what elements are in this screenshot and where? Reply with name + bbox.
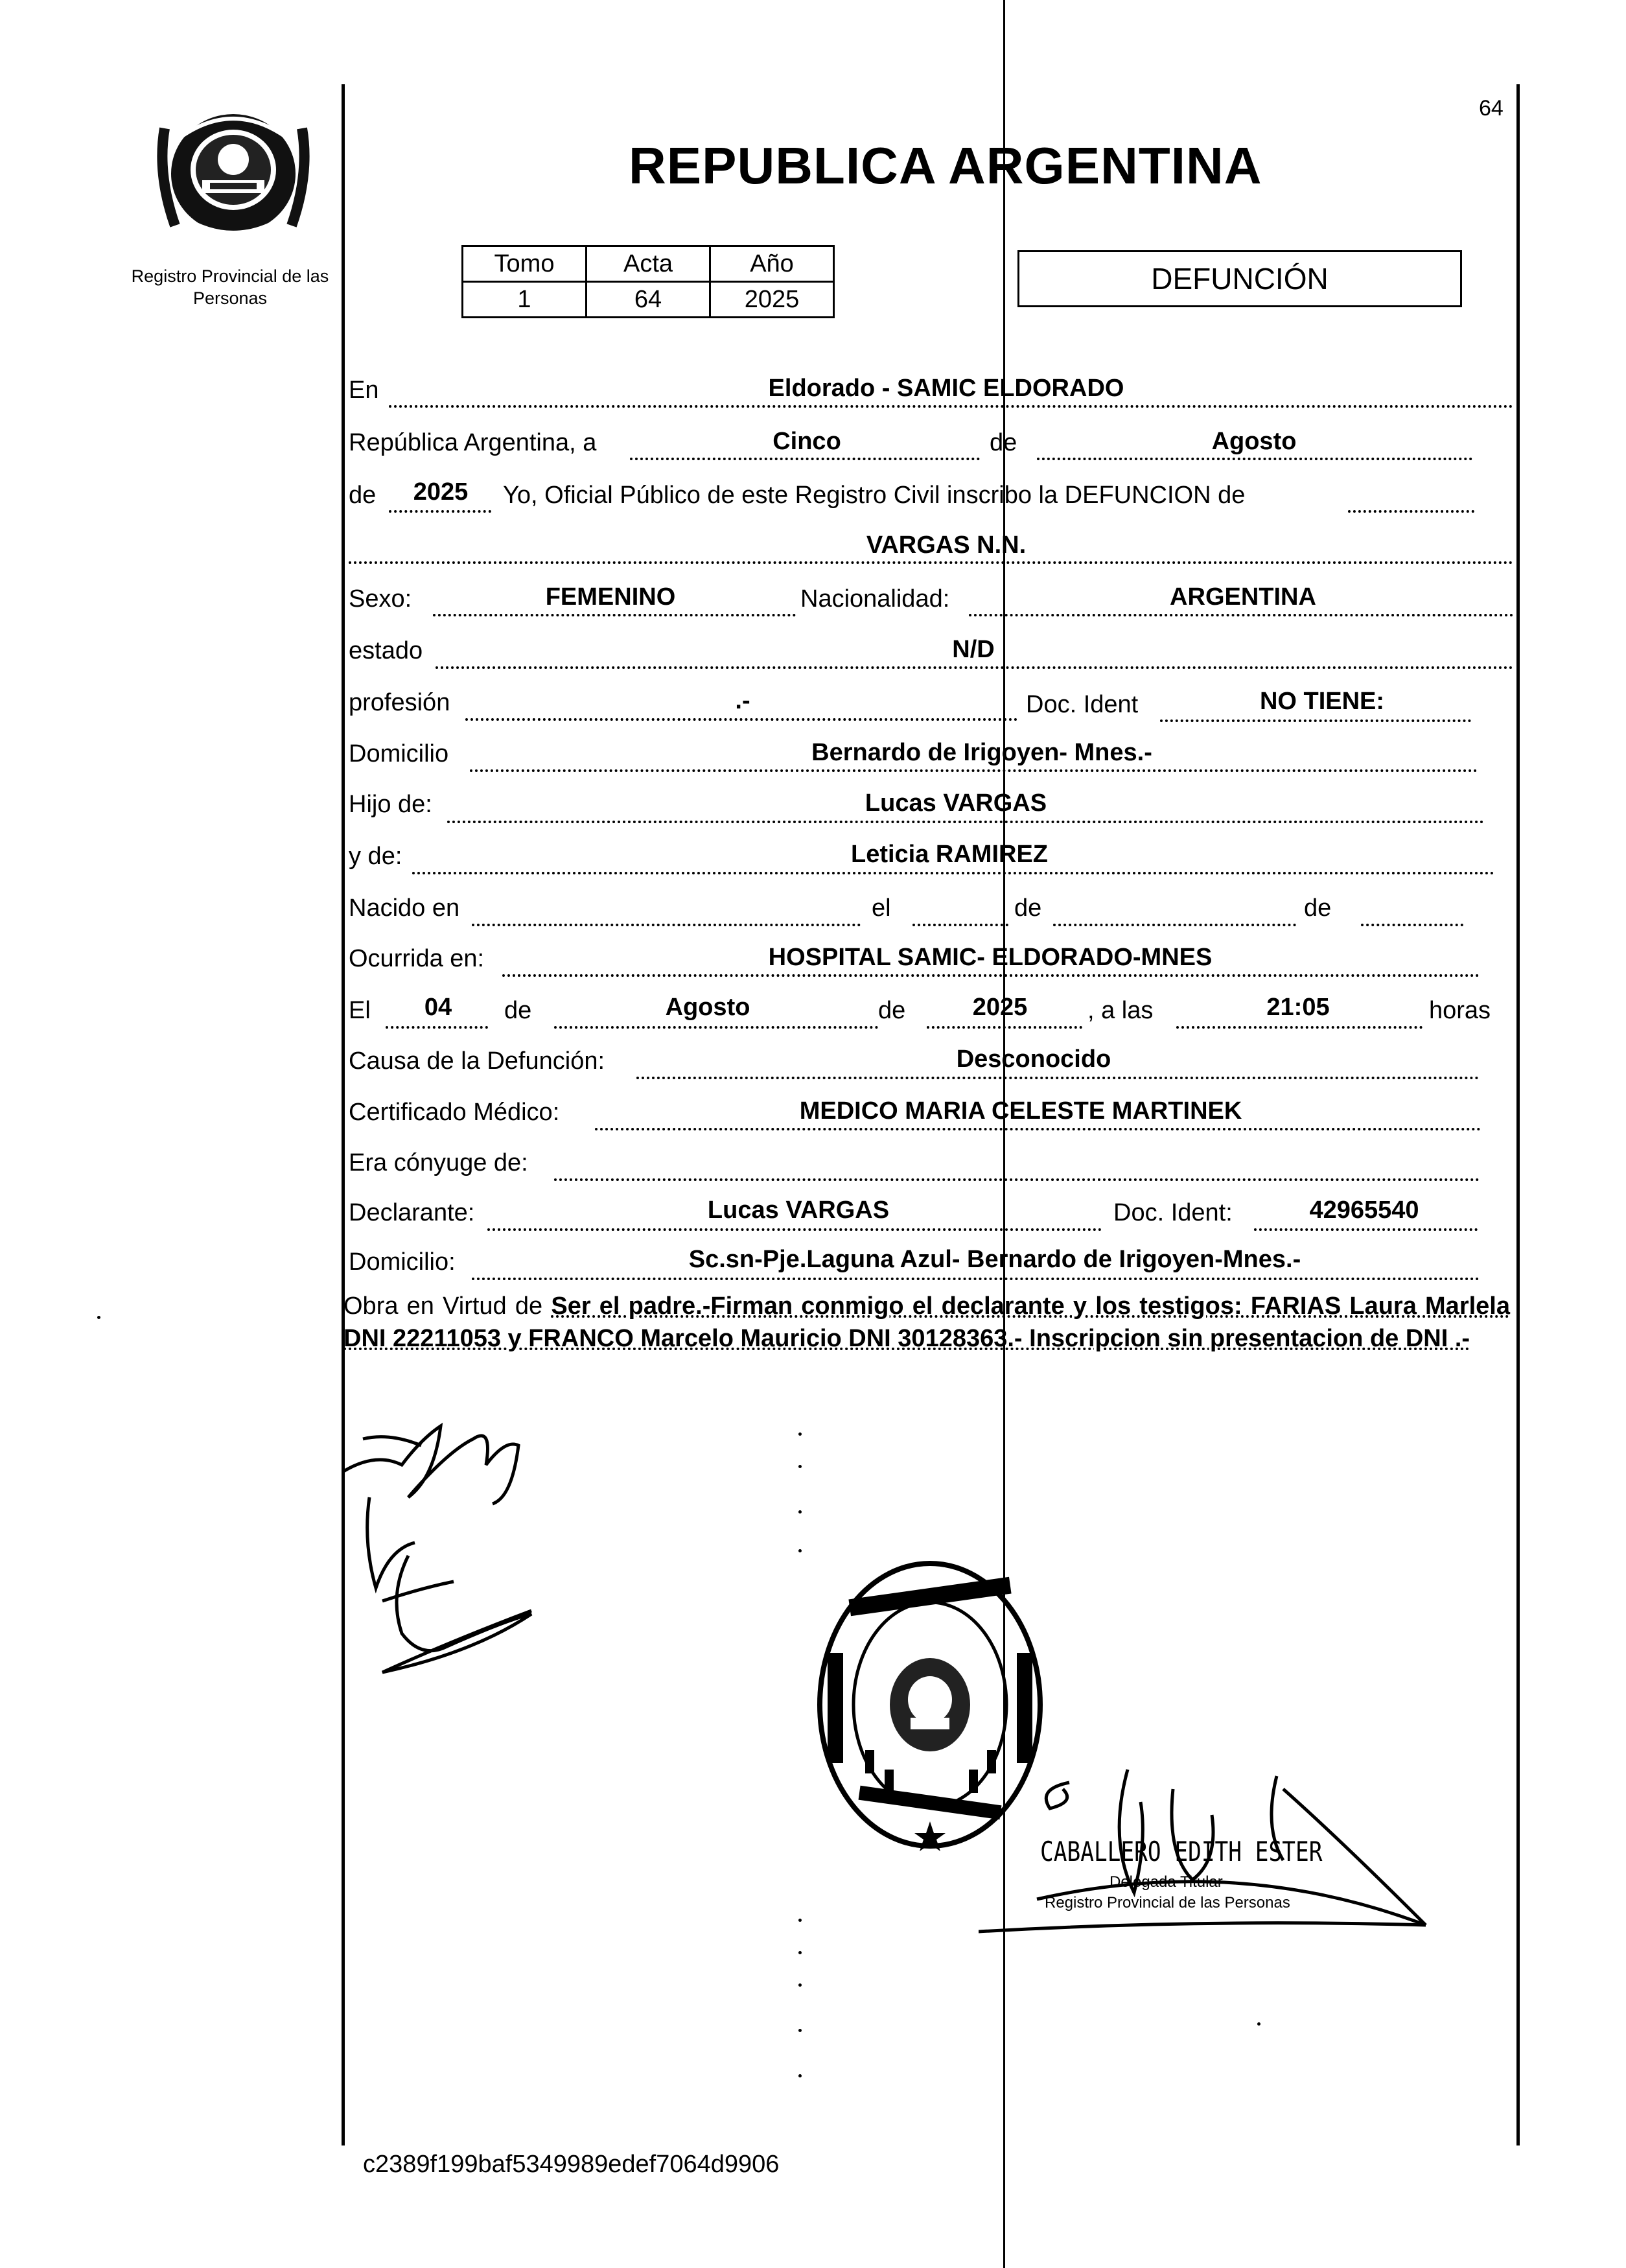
en-value: Eldorado - SAMIC ELDORADO	[768, 375, 1124, 402]
nacionalidad-value: ARGENTINA	[1170, 583, 1316, 611]
horas-label: horas	[1429, 997, 1491, 1024]
alas-label: , a las	[1087, 997, 1154, 1024]
domicilio-value: Bernardo de Irigoyen- Mnes.-	[811, 739, 1152, 766]
sexo-line	[433, 614, 796, 616]
obra-label: Obra en Virtud de	[343, 1292, 543, 1320]
causa-line	[636, 1077, 1479, 1079]
reference-table	[461, 245, 835, 318]
left-margin-rule	[342, 84, 345, 2145]
el-label: el	[872, 894, 891, 922]
hora-line	[1176, 1026, 1423, 1029]
fecha-dia-line	[386, 1026, 488, 1029]
record-type-box: DEFUNCIÓN	[1017, 250, 1462, 307]
de-label-2: de	[349, 482, 377, 509]
estado-label: estado	[349, 637, 423, 664]
scan-dot	[798, 1983, 802, 1987]
nacionalidad-label: Nacionalidad:	[800, 585, 950, 613]
yo-text: Yo, Oficial Público de este Registro Civil inscribo la DEFUNCION de	[503, 482, 1246, 509]
fecha-anio-line	[927, 1026, 1082, 1029]
ref-header-tomo: Tomo	[463, 246, 587, 282]
scan-dot	[798, 1510, 802, 1514]
yde-label: y de:	[349, 843, 402, 870]
document-hash: c2389f199baf5349989edef7064d9906	[363, 2151, 780, 2178]
de-label-4: de	[1304, 894, 1332, 922]
ref-header-anio: Año	[710, 246, 834, 282]
sexo-value: FEMENINO	[545, 583, 676, 611]
obra-value: Ser el padre.-Firman conmigo el declarante y los testigos: FARIAS Laura Marlela DNI 22211053 y FRANCO Marcelo Mauricio DNI 30128363.- Inscripcion sin presentacion de DNI .-	[343, 1292, 1510, 1352]
fecha-mes-value: Agosto	[665, 994, 750, 1021]
decl-domicilio-label: Domicilio:	[349, 1248, 456, 1276]
scan-dot	[97, 1316, 100, 1319]
causa-value: Desconocido	[956, 1046, 1111, 1073]
estado-line	[436, 666, 1513, 669]
registry-caption: Registro Provincial de las Personas	[131, 266, 329, 308]
fecha-anio-value: 2025	[972, 994, 1028, 1021]
de3-line	[1053, 924, 1296, 926]
sexo-label: Sexo:	[349, 585, 412, 613]
domicilio-label: Domicilio	[349, 740, 449, 767]
scan-dot	[798, 2029, 802, 2032]
decl-doc-label: Doc. Ident:	[1113, 1199, 1233, 1226]
ref-value-acta: 64	[587, 282, 710, 318]
de-label: de	[990, 429, 1017, 456]
hijo-value: Lucas VARGAS	[865, 789, 1047, 817]
de-label-6: de	[878, 997, 906, 1024]
scan-dot	[798, 1432, 802, 1436]
domicilio-line	[470, 769, 1478, 772]
nacionalidad-line	[969, 614, 1513, 616]
el-label-2: El	[349, 997, 371, 1024]
witness-signature-2	[343, 1491, 538, 1685]
fecha-dia-value: 04	[424, 994, 452, 1021]
decl-domicilio-line	[472, 1278, 1480, 1280]
profesion-label: profesión	[349, 689, 450, 716]
conyuge-label: Era cónyuge de:	[349, 1149, 528, 1176]
en-label: En	[349, 377, 379, 404]
mes-value: Agosto	[1211, 428, 1297, 455]
profesion-line	[465, 718, 1017, 721]
misiones-logo	[156, 102, 311, 245]
doc-ident-label: Doc. Ident	[1026, 691, 1139, 718]
scan-dot	[1257, 2022, 1260, 2026]
declarante-label: Declarante:	[349, 1199, 475, 1226]
ocurrida-label: Ocurrida en:	[349, 945, 485, 972]
yo-line-end	[1348, 510, 1474, 513]
hijo-label: Hijo de:	[349, 791, 432, 818]
doc-ident-line	[1160, 719, 1471, 722]
ref-value-anio: 2025	[710, 282, 834, 318]
mes-line	[1037, 458, 1472, 460]
registrar-name: CABALLERO EDITH ESTER	[1040, 1836, 1323, 1867]
nombre-line	[349, 561, 1513, 564]
de4-line	[1361, 924, 1463, 926]
yde-value: Leticia RAMIREZ	[850, 841, 1049, 868]
doc-ident-value: NO TIENE:	[1259, 688, 1385, 715]
scan-dot	[798, 2074, 802, 2077]
scan-dot	[798, 1919, 802, 1922]
el-line	[912, 924, 1008, 926]
de-label-3: de	[1014, 894, 1042, 922]
ref-value-tomo: 1	[463, 282, 587, 318]
certificado-line	[595, 1128, 1481, 1130]
decl-domicilio-value: Sc.sn-Pje.Laguna Azul- Bernardo de Irigoyen-Mnes.-	[688, 1246, 1301, 1273]
ref-header-acta: Acta	[587, 246, 710, 282]
declarante-value: Lucas VARGAS	[707, 1197, 890, 1224]
anio-value: 2025	[413, 478, 469, 506]
decl-doc-line	[1254, 1228, 1478, 1231]
de-label-5: de	[504, 997, 532, 1024]
certificado-value: MEDICO MARIA CELESTE MARTINEK	[799, 1097, 1242, 1125]
document-title: REPUBLICA ARGENTINA	[629, 137, 1262, 194]
causa-label: Causa de la Defunción:	[349, 1047, 605, 1075]
yde-line	[412, 872, 1494, 874]
nacido-label: Nacido en	[349, 894, 460, 922]
republica-label: República Argentina, a	[349, 429, 597, 456]
anio-line	[389, 510, 491, 513]
obra-paragraph	[343, 1290, 1510, 1355]
nombre-value: VARGAS N.N.	[866, 532, 1027, 559]
ocurrida-line	[502, 974, 1480, 977]
page-number: 64	[1479, 96, 1504, 121]
estado-value: N/D	[952, 636, 995, 663]
hora-value: 21:05	[1266, 994, 1330, 1021]
scan-dot	[798, 1951, 802, 1954]
dia-line	[630, 458, 980, 460]
scan-dot	[798, 1549, 802, 1552]
registrar-office: Registro Provincial de las Personas	[1045, 1894, 1290, 1911]
ocurrida-value: HOSPITAL SAMIC- ELDORADO-MNES	[768, 944, 1213, 971]
registrar-role: Delegada Titular	[1109, 1873, 1223, 1891]
hijo-line	[447, 821, 1484, 823]
right-margin-rule	[1516, 84, 1520, 2145]
declarante-line	[487, 1228, 1102, 1231]
conyuge-line	[554, 1178, 1480, 1181]
certificado-label: Certificado Médico:	[349, 1099, 560, 1126]
profesion-value: .-	[735, 687, 750, 714]
decl-doc-value: 42965540	[1309, 1197, 1419, 1224]
dia-value: Cinco	[772, 428, 841, 455]
en-line	[389, 405, 1513, 408]
fecha-mes-line	[554, 1026, 878, 1029]
scan-dot	[798, 1465, 802, 1468]
nacido-line	[472, 924, 861, 926]
